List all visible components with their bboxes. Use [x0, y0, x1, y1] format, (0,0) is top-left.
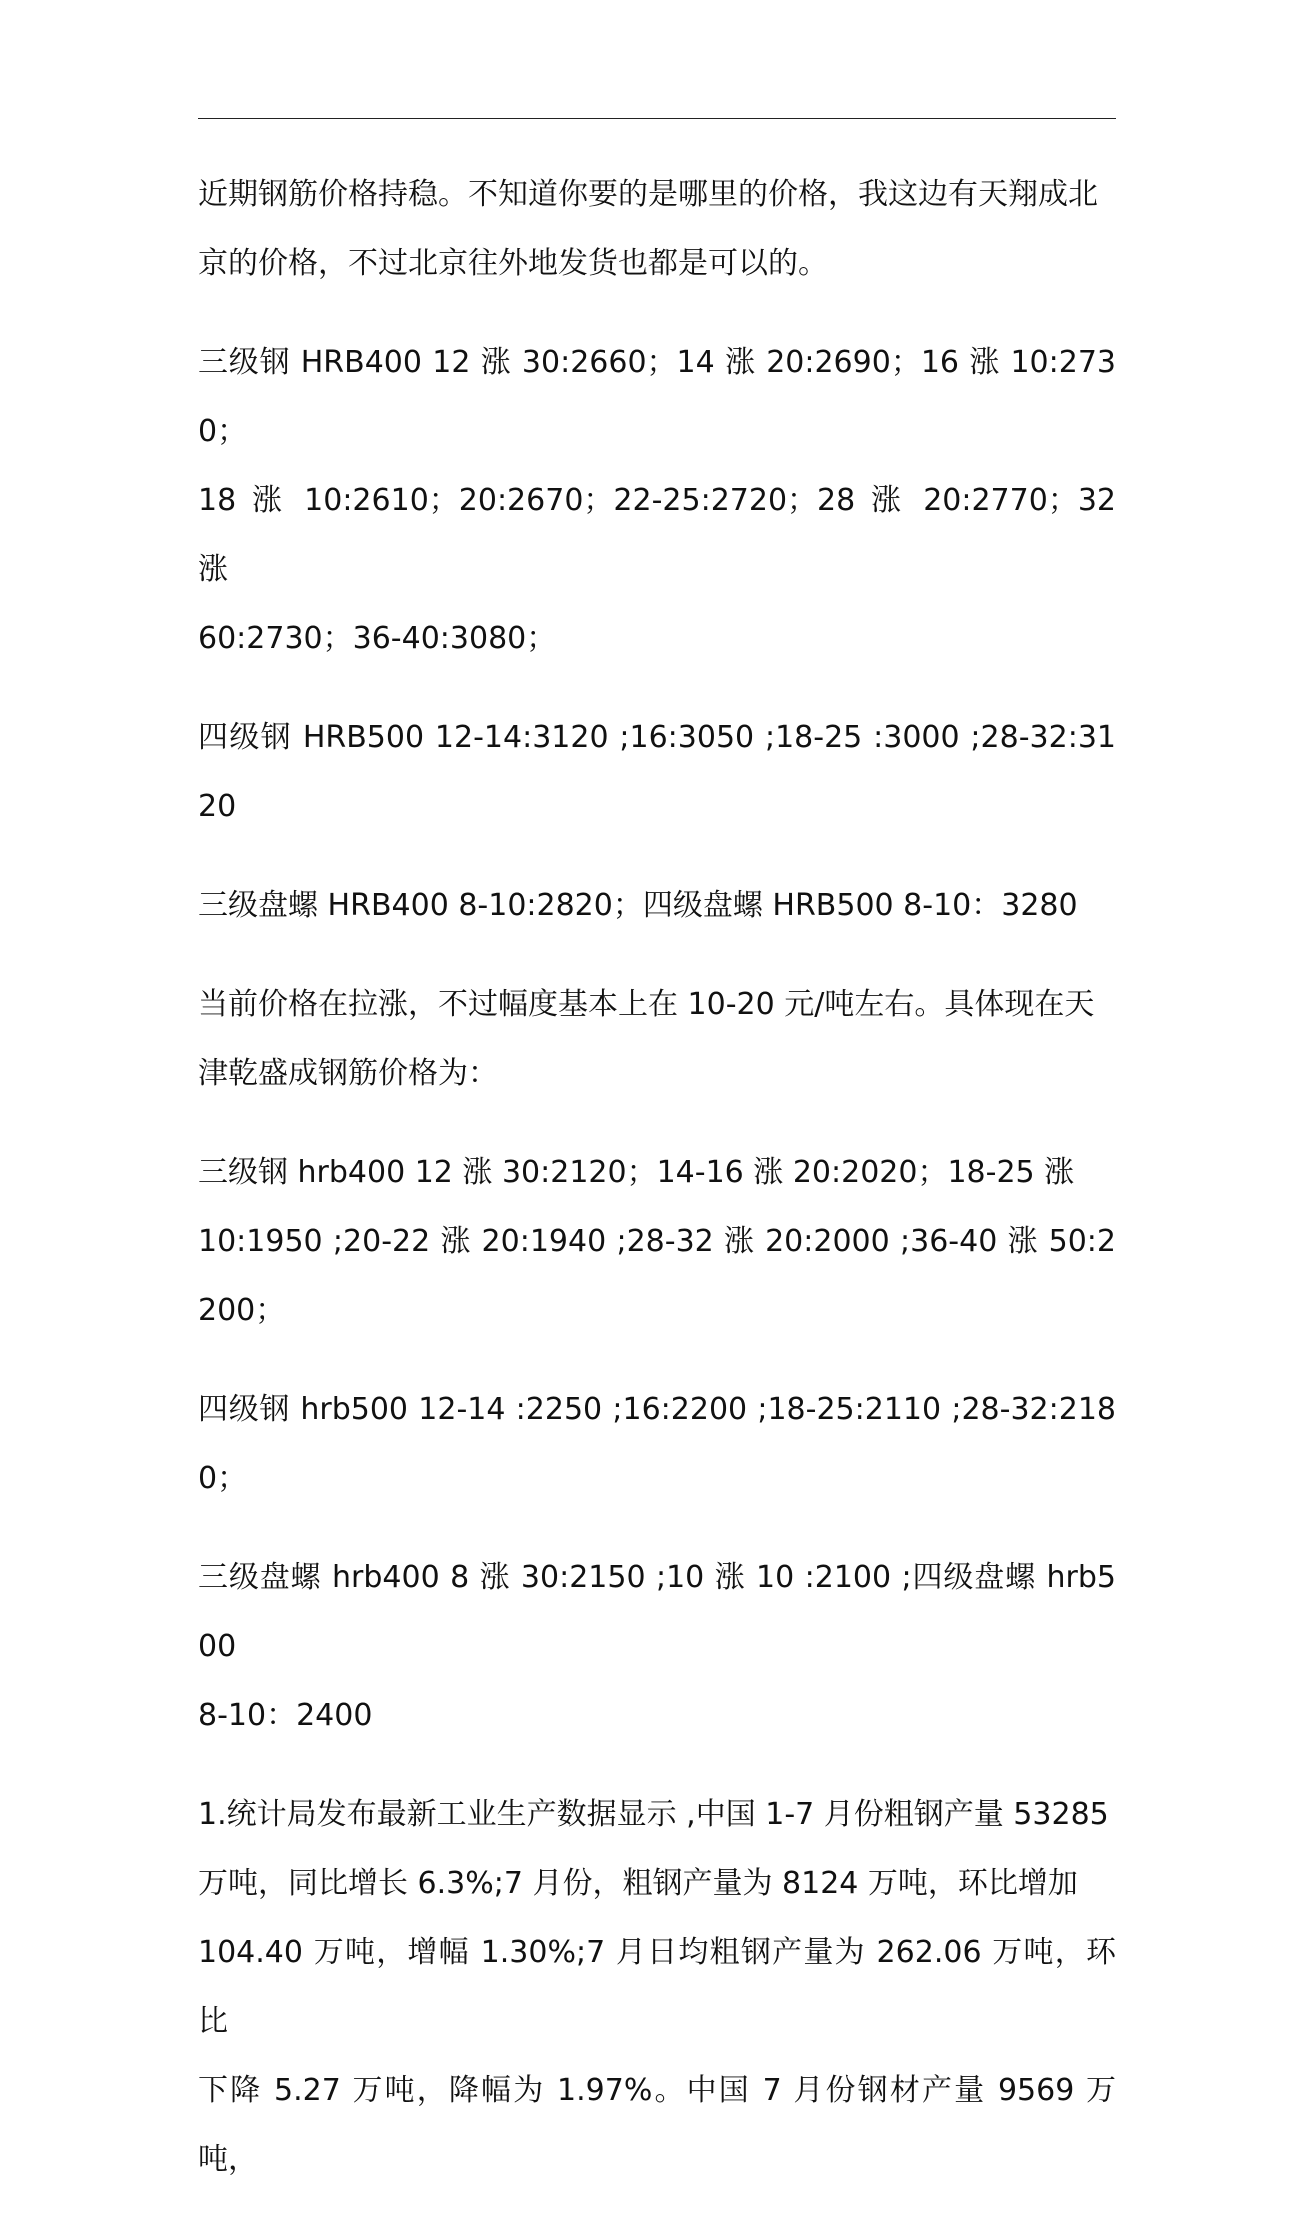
text-line: 京的价格，不过北京往外地发货也都是可以的。 — [198, 246, 828, 281]
text-line: 三级盘螺 hrb400 8 涨 30:2150 ;10 涨 10 :2100 ;四级盘螺 hrb500 — [198, 1560, 1116, 1664]
paragraph-coil-tianjin — [198, 1543, 1116, 1750]
text-line: 104.40 万吨，增幅 1.30%;7 月日均粗钢产量为 262.06 万吨，环比 — [198, 1935, 1116, 2039]
paragraph-hrb400-beijing — [198, 328, 1116, 673]
paragraph-intro — [198, 160, 1116, 298]
paragraph-tianjin-intro — [198, 970, 1116, 1108]
text-line: 津乾盛成钢筋价格为： — [198, 1056, 498, 1091]
text-line: 三级盘螺 HRB400 8-10:2820；四级盘螺 HRB500 8-10：3280 — [198, 888, 1078, 923]
paragraph-hrb400-tianjin — [198, 1138, 1116, 1345]
paragraph-statistics — [198, 1780, 1116, 2194]
paragraph-hrb500-beijing — [198, 703, 1116, 841]
text-line: 当前价格在拉涨，不过幅度基本上在 10-20 元/吨左右。具体现在天 — [198, 987, 1095, 1022]
text-line: 下降 5.27 万吨，降幅为 1.97%。中国 7 月份钢材产量 9569 万吨， — [198, 2073, 1116, 2177]
text-line: 1.统计局发布最新工业生产数据显示 ,中国 1-7 月份粗钢产量 53285 — [198, 1797, 1109, 1832]
text-line: 四级钢 hrb500 12-14 :2250 ;16:2200 ;18-25:2110 ;28-32:2180； — [198, 1392, 1116, 1496]
text-line: 三级钢 HRB400 12 涨 30:2660；14 涨 20:2690；16 涨 10:2730； — [198, 345, 1116, 449]
text-line: 万吨，同比增长 6.3%;7 月份，粗钢产量为 8124 万吨，环比增加 — [198, 1866, 1078, 1901]
text-line: 18 涨 10:2610；20:2670；22-25:2720；28 涨 20:2770；32 涨 — [198, 483, 1116, 587]
text-line: 10:1950 ;20-22 涨 20:1940 ;28-32 涨 20:2000 ;36-40 涨 50:2200； — [198, 1224, 1116, 1328]
document-body — [198, 160, 1116, 2224]
header-rule — [198, 118, 1116, 119]
paragraph-hrb500-tianjin — [198, 1375, 1116, 1513]
paragraph-coil-beijing — [198, 871, 1116, 940]
text-line: 四级钢 HRB500 12-14:3120 ;16:3050 ;18-25 :3000 ;28-32:3120 — [198, 720, 1116, 824]
text-line: 8-10：2400 — [198, 1698, 373, 1733]
text-line: 三级钢 hrb400 12 涨 30:2120；14-16 涨 20:2020；18-25 涨 — [198, 1155, 1075, 1190]
text-line: 近期钢筋价格持稳。不知道你要的是哪里的价格，我这边有天翔成北 — [198, 177, 1098, 212]
text-line: 60:2730；36-40:3080； — [198, 621, 557, 656]
